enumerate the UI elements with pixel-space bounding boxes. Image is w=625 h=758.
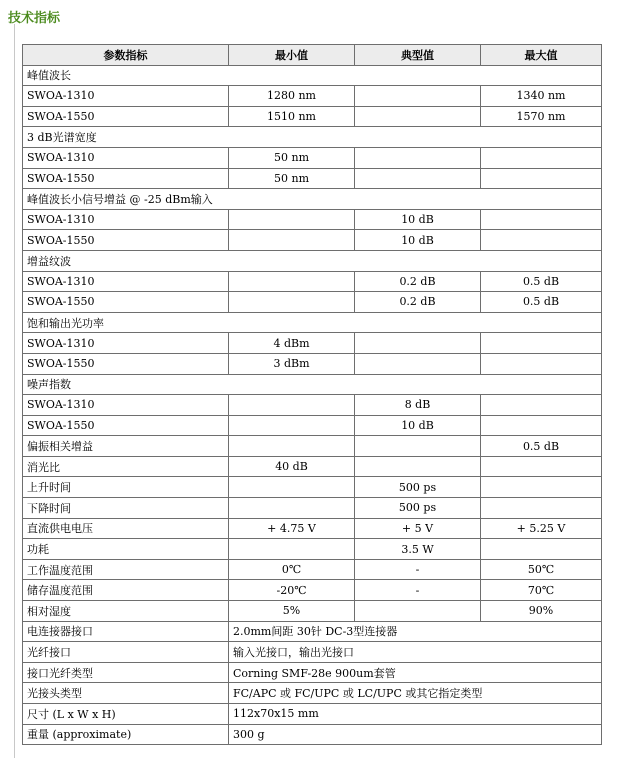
- table-group-row: [23, 189, 602, 210]
- min-value: [229, 477, 355, 498]
- max-value: 0.5 dB: [481, 436, 602, 457]
- typ-value: [355, 333, 481, 354]
- param-label: SWOA-1550: [23, 415, 229, 436]
- param-label: 光接头类型: [23, 683, 229, 704]
- max-value: [481, 168, 602, 189]
- min-value: 1280 nm: [229, 86, 355, 107]
- max-value: [481, 147, 602, 168]
- table-row: [23, 168, 602, 189]
- typ-value: [355, 353, 481, 374]
- max-value: [481, 456, 602, 477]
- param-label: 下降时间: [23, 498, 229, 519]
- param-value: 输入光接口，输出光接口: [229, 642, 602, 663]
- param-value: 2.0mm间距 30针 DC-3型连接器: [229, 621, 602, 642]
- table-row: [23, 539, 602, 560]
- table-body: [23, 65, 602, 745]
- typ-value: 10 dB: [355, 209, 481, 230]
- min-value: [229, 230, 355, 251]
- min-value: 3 dBm: [229, 353, 355, 374]
- table-row: [23, 456, 602, 477]
- table-row: [23, 271, 602, 292]
- max-value: [481, 333, 602, 354]
- table-group-row: [23, 127, 602, 148]
- min-value: 50 nm: [229, 168, 355, 189]
- max-value: [481, 395, 602, 416]
- table-row: [23, 86, 602, 107]
- max-value: 1570 nm: [481, 106, 602, 127]
- max-value: [481, 498, 602, 519]
- typ-value: 0.2 dB: [355, 271, 481, 292]
- table-row: [23, 724, 602, 745]
- group-label: 增益纹波: [23, 250, 602, 271]
- min-value: -20℃: [229, 580, 355, 601]
- min-value: 0℃: [229, 559, 355, 580]
- typ-value: 0.2 dB: [355, 292, 481, 313]
- param-value: 300 g: [229, 724, 602, 745]
- table-row: [23, 395, 602, 416]
- group-label: 峰值波长小信号增益 @ -25 dBm输入: [23, 189, 602, 210]
- table-row: [23, 147, 602, 168]
- max-value: 70℃: [481, 580, 602, 601]
- param-label: SWOA-1550: [23, 353, 229, 374]
- typ-value: [355, 86, 481, 107]
- table-row: [23, 209, 602, 230]
- param-label: 接口光纤类型: [23, 662, 229, 683]
- min-value: + 4.75 V: [229, 518, 355, 539]
- typ-value: [355, 168, 481, 189]
- min-value: [229, 539, 355, 560]
- param-label: SWOA-1310: [23, 147, 229, 168]
- table-row: [23, 230, 602, 251]
- header-max: 最大值: [481, 45, 602, 66]
- min-value: 50 nm: [229, 147, 355, 168]
- table-row: [23, 353, 602, 374]
- param-label: 功耗: [23, 539, 229, 560]
- typ-value: [355, 436, 481, 457]
- min-value: [229, 415, 355, 436]
- group-label: 噪声指数: [23, 374, 602, 395]
- group-label: 3 dB光谱宽度: [23, 127, 602, 148]
- min-value: [229, 436, 355, 457]
- param-label: 相对湿度: [23, 601, 229, 622]
- min-value: 40 dB: [229, 456, 355, 477]
- table-row: [23, 580, 602, 601]
- param-label: 工作温度范围: [23, 559, 229, 580]
- table-row: [23, 621, 602, 642]
- min-value: [229, 209, 355, 230]
- table-row: [23, 683, 602, 704]
- param-label: 电连接器接口: [23, 621, 229, 642]
- table-row: [23, 292, 602, 313]
- table-row: [23, 415, 602, 436]
- param-value: FC/APC 或 FC/UPC 或 LC/UPC 或其它指定类型: [229, 683, 602, 704]
- typ-value: 500 ps: [355, 477, 481, 498]
- table-row: [23, 518, 602, 539]
- param-label: 光纤接口: [23, 642, 229, 663]
- param-label: SWOA-1550: [23, 168, 229, 189]
- param-label: 储存温度范围: [23, 580, 229, 601]
- min-value: 4 dBm: [229, 333, 355, 354]
- table-row: [23, 106, 602, 127]
- param-label: SWOA-1310: [23, 271, 229, 292]
- table-group-row: [23, 312, 602, 333]
- header-min: 最小值: [229, 45, 355, 66]
- typ-value: 10 dB: [355, 230, 481, 251]
- max-value: 0.5 dB: [481, 271, 602, 292]
- max-value: 0.5 dB: [481, 292, 602, 313]
- table-row: [23, 559, 602, 580]
- min-value: [229, 271, 355, 292]
- param-label: 重量 (approximate): [23, 724, 229, 745]
- typ-value: [355, 106, 481, 127]
- param-label: 消光比: [23, 456, 229, 477]
- max-value: + 5.25 V: [481, 518, 602, 539]
- param-label: SWOA-1310: [23, 209, 229, 230]
- header-typ: 典型值: [355, 45, 481, 66]
- param-value: 112x70x15 mm: [229, 704, 602, 725]
- typ-value: -: [355, 580, 481, 601]
- header-param: 参数指标: [23, 45, 229, 66]
- max-value: [481, 209, 602, 230]
- param-label: 偏振相关增益: [23, 436, 229, 457]
- typ-value: [355, 147, 481, 168]
- param-label: 尺寸 (L x W x H): [23, 704, 229, 725]
- group-label: 峰值波长: [23, 65, 602, 86]
- param-label: 上升时间: [23, 477, 229, 498]
- typ-value: [355, 601, 481, 622]
- max-value: [481, 230, 602, 251]
- max-value: [481, 353, 602, 374]
- table-row: [23, 601, 602, 622]
- typ-value: -: [355, 559, 481, 580]
- typ-value: + 5 V: [355, 518, 481, 539]
- min-value: 5%: [229, 601, 355, 622]
- max-value: 50℃: [481, 559, 602, 580]
- param-value: Corning SMF-28e 900um套管: [229, 662, 602, 683]
- max-value: [481, 539, 602, 560]
- max-value: 90%: [481, 601, 602, 622]
- param-label: 直流供电电压: [23, 518, 229, 539]
- min-value: [229, 292, 355, 313]
- param-label: SWOA-1550: [23, 292, 229, 313]
- typ-value: [355, 456, 481, 477]
- table-row: [23, 477, 602, 498]
- param-label: SWOA-1550: [23, 106, 229, 127]
- param-label: SWOA-1550: [23, 230, 229, 251]
- table-row: [23, 642, 602, 663]
- left-divider: [14, 24, 15, 758]
- spec-table: [22, 44, 602, 745]
- table-row: [23, 662, 602, 683]
- min-value: 1510 nm: [229, 106, 355, 127]
- table-header-row: [23, 45, 602, 66]
- table-group-row: [23, 250, 602, 271]
- min-value: [229, 395, 355, 416]
- max-value: 1340 nm: [481, 86, 602, 107]
- typ-value: 3.5 W: [355, 539, 481, 560]
- table-group-row: [23, 374, 602, 395]
- table-row: [23, 704, 602, 725]
- typ-value: 8 dB: [355, 395, 481, 416]
- param-label: SWOA-1310: [23, 395, 229, 416]
- max-value: [481, 415, 602, 436]
- param-label: SWOA-1310: [23, 333, 229, 354]
- table-row: [23, 333, 602, 354]
- typ-value: 500 ps: [355, 498, 481, 519]
- min-value: [229, 498, 355, 519]
- table-row: [23, 498, 602, 519]
- table-group-row: [23, 65, 602, 86]
- max-value: [481, 477, 602, 498]
- typ-value: 10 dB: [355, 415, 481, 436]
- section-title: 技术指标: [8, 11, 61, 26]
- param-label: SWOA-1310: [23, 86, 229, 107]
- table-row: [23, 436, 602, 457]
- group-label: 饱和输出光功率: [23, 312, 602, 333]
